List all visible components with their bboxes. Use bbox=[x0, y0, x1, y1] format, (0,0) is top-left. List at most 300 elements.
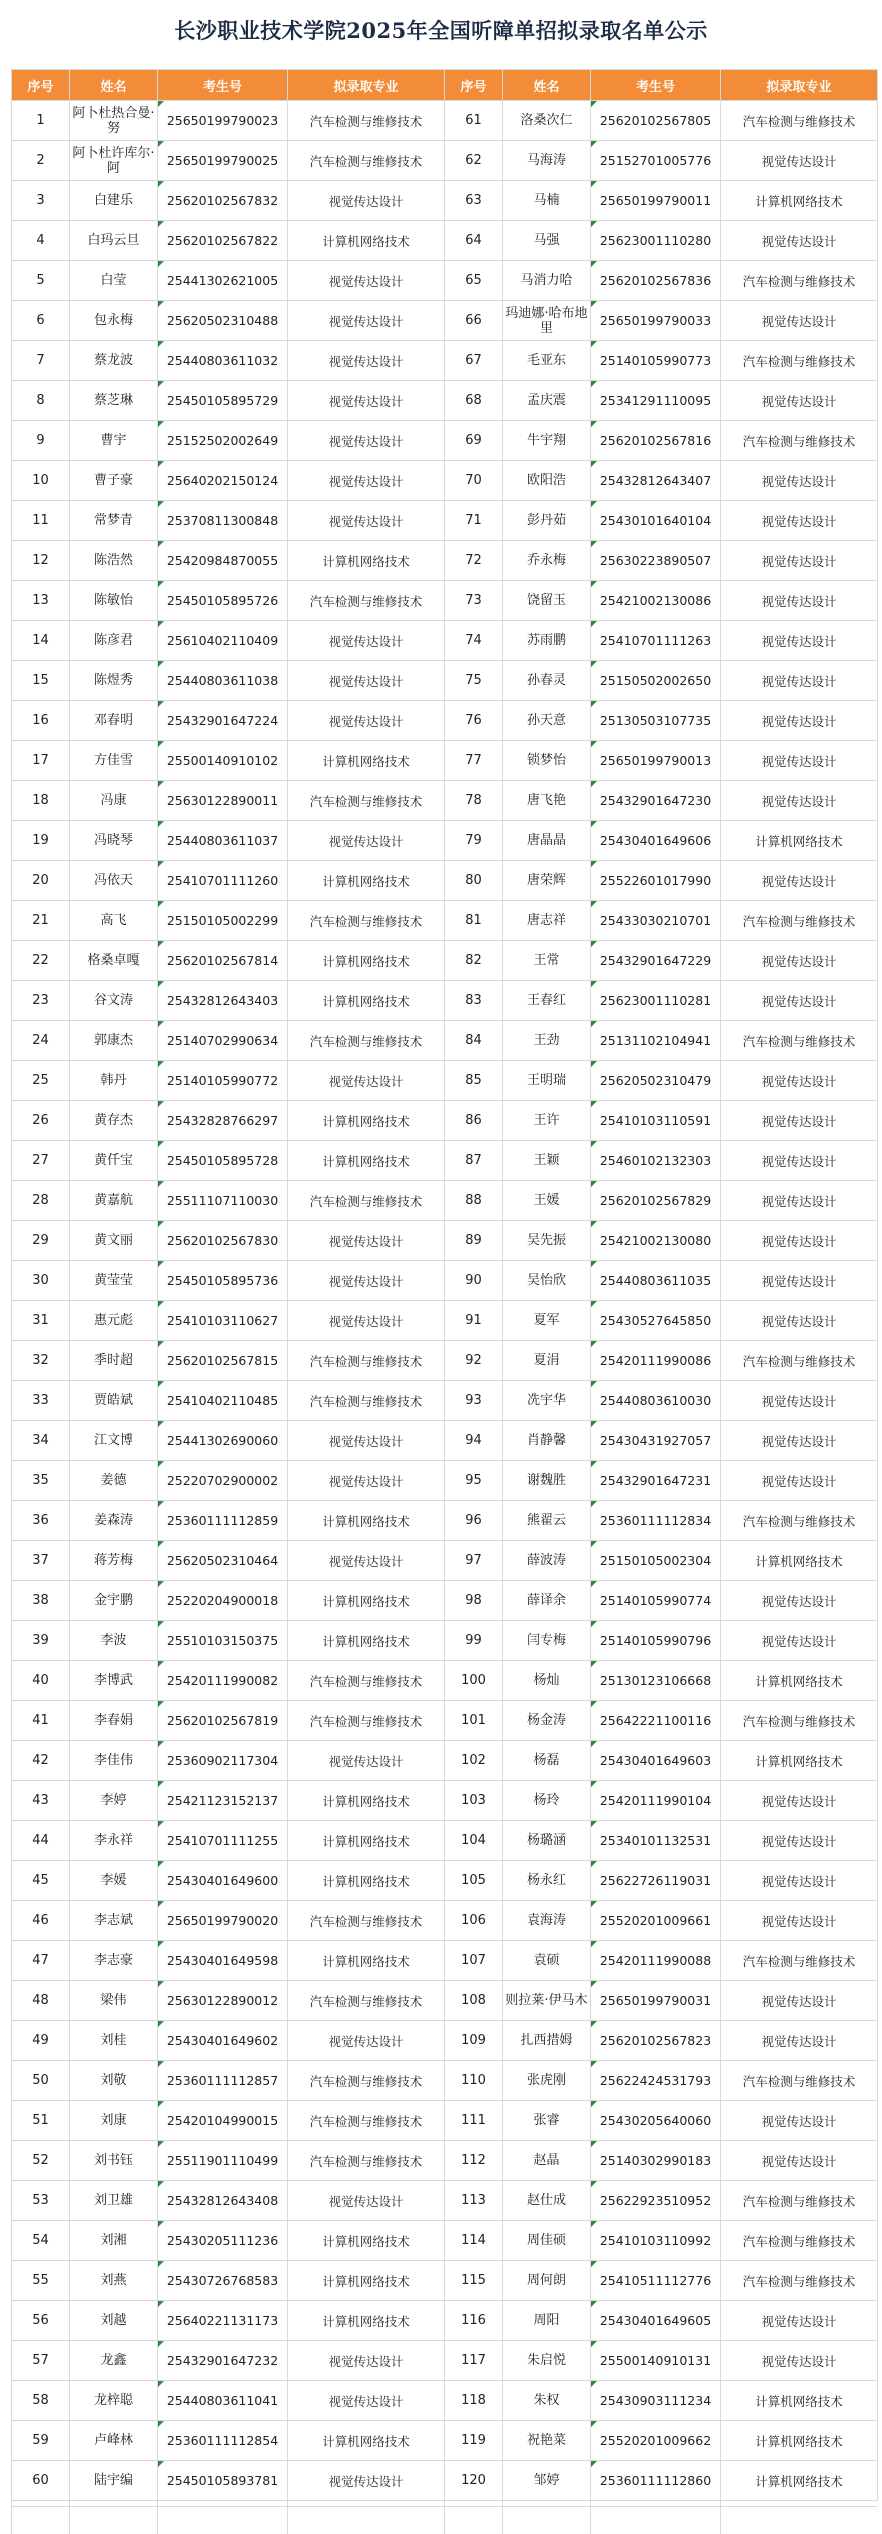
exam-number-cell[interactable]: 25410701111263 bbox=[591, 621, 721, 661]
index-cell[interactable]: 71 bbox=[445, 501, 503, 541]
major-cell[interactable]: 视觉传达设计 bbox=[288, 1421, 445, 1461]
header-cell-major[interactable]: 拟录取专业 bbox=[288, 70, 445, 101]
major-cell[interactable]: 汽车检测与维修技术 bbox=[288, 1901, 445, 1941]
index-cell[interactable]: 96 bbox=[445, 1501, 503, 1541]
exam-number-cell[interactable]: 25620102567822 bbox=[158, 221, 288, 261]
name-cell[interactable]: 朱启悦 bbox=[503, 2341, 591, 2381]
index-cell[interactable]: 20 bbox=[12, 861, 70, 901]
name-cell[interactable]: 孙春灵 bbox=[503, 661, 591, 701]
index-cell[interactable]: 68 bbox=[445, 381, 503, 421]
name-cell[interactable]: 陆宇编 bbox=[70, 2461, 158, 2501]
name-cell[interactable]: 曹宇 bbox=[70, 421, 158, 461]
index-cell[interactable]: 58 bbox=[12, 2381, 70, 2421]
exam-number-cell[interactable]: 25441302621005 bbox=[158, 261, 288, 301]
major-cell[interactable]: 视觉传达设计 bbox=[721, 1461, 878, 1501]
exam-number-cell[interactable]: 25430726768583 bbox=[158, 2261, 288, 2301]
exam-number-cell[interactable]: 25620502310464 bbox=[158, 1541, 288, 1581]
exam-number-cell[interactable]: 25622726119031 bbox=[591, 1861, 721, 1901]
index-cell[interactable]: 63 bbox=[445, 181, 503, 221]
index-cell[interactable]: 22 bbox=[12, 941, 70, 981]
exam-number-cell[interactable]: 25410402110485 bbox=[158, 1381, 288, 1421]
name-cell[interactable]: 陈浩然 bbox=[70, 541, 158, 581]
index-cell[interactable]: 14 bbox=[12, 621, 70, 661]
exam-number-cell[interactable]: 25421123152137 bbox=[158, 1781, 288, 1821]
index-cell[interactable]: 102 bbox=[445, 1741, 503, 1781]
exam-number-cell[interactable]: 25432828766297 bbox=[158, 1101, 288, 1141]
major-cell[interactable]: 汽车检测与维修技术 bbox=[721, 2061, 878, 2101]
name-cell[interactable]: 苏雨鹏 bbox=[503, 621, 591, 661]
major-cell[interactable]: 汽车检测与维修技术 bbox=[288, 1181, 445, 1221]
exam-number-cell[interactable]: 25430527645850 bbox=[591, 1301, 721, 1341]
index-cell[interactable]: 15 bbox=[12, 661, 70, 701]
index-cell[interactable]: 80 bbox=[445, 861, 503, 901]
name-cell[interactable]: 韩丹 bbox=[70, 1061, 158, 1101]
major-cell[interactable]: 汽车检测与维修技术 bbox=[288, 1381, 445, 1421]
major-cell[interactable]: 计算机网络技术 bbox=[288, 1941, 445, 1981]
name-cell[interactable]: 赵晶 bbox=[503, 2141, 591, 2181]
exam-number-cell[interactable]: 25432901647231 bbox=[591, 1461, 721, 1501]
major-cell[interactable]: 视觉传达设计 bbox=[721, 1381, 878, 1421]
exam-number-cell[interactable]: 25370811300848 bbox=[158, 501, 288, 541]
name-cell[interactable]: 锁梦怡 bbox=[503, 741, 591, 781]
exam-number-cell[interactable]: 25341291110095 bbox=[591, 381, 721, 421]
major-cell[interactable]: 计算机网络技术 bbox=[288, 2261, 445, 2301]
name-cell[interactable]: 王颖 bbox=[503, 1141, 591, 1181]
name-cell[interactable]: 李志斌 bbox=[70, 1901, 158, 1941]
name-cell[interactable]: 刘桂 bbox=[70, 2021, 158, 2061]
index-cell[interactable]: 1 bbox=[12, 101, 70, 141]
name-cell[interactable]: 则拉莱·伊马木 bbox=[503, 1981, 591, 2021]
index-cell[interactable]: 87 bbox=[445, 1141, 503, 1181]
exam-number-cell[interactable]: 25623001110281 bbox=[591, 981, 721, 1021]
index-cell[interactable]: 79 bbox=[445, 821, 503, 861]
major-cell[interactable]: 汽车检测与维修技术 bbox=[721, 261, 878, 301]
name-cell[interactable]: 冯依天 bbox=[70, 861, 158, 901]
exam-number-cell[interactable]: 25140105990796 bbox=[591, 1621, 721, 1661]
name-cell[interactable]: 唐飞艳 bbox=[503, 781, 591, 821]
exam-number-cell[interactable]: 25220702900002 bbox=[158, 1461, 288, 1501]
index-cell[interactable]: 42 bbox=[12, 1741, 70, 1781]
name-cell[interactable]: 谢魏胜 bbox=[503, 1461, 591, 1501]
exam-number-cell[interactable]: 25420111990104 bbox=[591, 1781, 721, 1821]
major-cell[interactable]: 视觉传达设计 bbox=[288, 421, 445, 461]
name-cell[interactable]: 常梦青 bbox=[70, 501, 158, 541]
major-cell[interactable]: 视觉传达设计 bbox=[288, 261, 445, 301]
exam-number-cell[interactable]: 25460102132303 bbox=[591, 1141, 721, 1181]
exam-number-cell[interactable]: 25620102567836 bbox=[591, 261, 721, 301]
exam-number-cell[interactable]: 25432812643403 bbox=[158, 981, 288, 1021]
major-cell[interactable]: 视觉传达设计 bbox=[721, 2021, 878, 2061]
major-cell[interactable]: 视觉传达设计 bbox=[721, 1621, 878, 1661]
major-cell[interactable]: 视觉传达设计 bbox=[288, 181, 445, 221]
exam-number-cell[interactable]: 25650199790013 bbox=[591, 741, 721, 781]
name-cell[interactable]: 刘湘 bbox=[70, 2221, 158, 2261]
major-cell[interactable]: 计算机网络技术 bbox=[288, 2421, 445, 2461]
index-cell[interactable]: 100 bbox=[445, 1661, 503, 1701]
exam-number-cell[interactable]: 25450105893781 bbox=[158, 2461, 288, 2501]
major-cell[interactable]: 视觉传达设计 bbox=[721, 1821, 878, 1861]
exam-number-cell[interactable]: 25450105895726 bbox=[158, 581, 288, 621]
name-cell[interactable]: 刘燕 bbox=[70, 2261, 158, 2301]
index-cell[interactable]: 94 bbox=[445, 1421, 503, 1461]
index-cell[interactable]: 98 bbox=[445, 1581, 503, 1621]
exam-number-cell[interactable]: 25650199790031 bbox=[591, 1981, 721, 2021]
index-cell[interactable]: 108 bbox=[445, 1981, 503, 2021]
exam-number-cell[interactable]: 25500140910102 bbox=[158, 741, 288, 781]
name-cell[interactable]: 格桑卓嘎 bbox=[70, 941, 158, 981]
exam-number-cell[interactable]: 25440803611041 bbox=[158, 2381, 288, 2421]
name-cell[interactable]: 龙梓聪 bbox=[70, 2381, 158, 2421]
major-cell[interactable]: 视觉传达设计 bbox=[288, 301, 445, 341]
major-cell[interactable]: 汽车检测与维修技术 bbox=[721, 2181, 878, 2221]
exam-number-cell[interactable]: 25150502002650 bbox=[591, 661, 721, 701]
major-cell[interactable]: 视觉传达设计 bbox=[721, 621, 878, 661]
index-cell[interactable]: 111 bbox=[445, 2101, 503, 2141]
major-cell[interactable]: 汽车检测与维修技术 bbox=[721, 1021, 878, 1061]
index-cell[interactable]: 36 bbox=[12, 1501, 70, 1541]
exam-number-cell[interactable]: 25410701111260 bbox=[158, 861, 288, 901]
exam-number-cell[interactable]: 25511107110030 bbox=[158, 1181, 288, 1221]
index-cell[interactable]: 103 bbox=[445, 1781, 503, 1821]
major-cell[interactable]: 视觉传达设计 bbox=[721, 781, 878, 821]
index-cell[interactable]: 120 bbox=[445, 2461, 503, 2501]
index-cell[interactable]: 119 bbox=[445, 2421, 503, 2461]
exam-number-cell[interactable]: 25630223890507 bbox=[591, 541, 721, 581]
name-cell[interactable]: 彭丹茹 bbox=[503, 501, 591, 541]
major-cell[interactable]: 视觉传达设计 bbox=[288, 821, 445, 861]
name-cell[interactable]: 祝艳菜 bbox=[503, 2421, 591, 2461]
exam-number-cell[interactable]: 25520201009662 bbox=[591, 2421, 721, 2461]
name-cell[interactable]: 卢峰林 bbox=[70, 2421, 158, 2461]
index-cell[interactable]: 26 bbox=[12, 1101, 70, 1141]
exam-number-cell[interactable]: 25430401649602 bbox=[158, 2021, 288, 2061]
name-cell[interactable]: 扎西措姆 bbox=[503, 2021, 591, 2061]
index-cell[interactable]: 55 bbox=[12, 2261, 70, 2301]
exam-number-cell[interactable]: 25360111112860 bbox=[591, 2461, 721, 2501]
index-cell[interactable]: 28 bbox=[12, 1181, 70, 1221]
index-cell[interactable]: 45 bbox=[12, 1861, 70, 1901]
major-cell[interactable]: 汽车检测与维修技术 bbox=[288, 2061, 445, 2101]
name-cell[interactable]: 刘卫雄 bbox=[70, 2181, 158, 2221]
index-cell[interactable]: 54 bbox=[12, 2221, 70, 2261]
major-cell[interactable]: 计算机网络技术 bbox=[288, 1781, 445, 1821]
index-cell[interactable]: 82 bbox=[445, 941, 503, 981]
exam-number-cell[interactable]: 25450105895729 bbox=[158, 381, 288, 421]
index-cell[interactable]: 81 bbox=[445, 901, 503, 941]
index-cell[interactable]: 3 bbox=[12, 181, 70, 221]
major-cell[interactable]: 视觉传达设计 bbox=[288, 2341, 445, 2381]
index-cell[interactable]: 75 bbox=[445, 661, 503, 701]
exam-number-cell[interactable]: 25440803611032 bbox=[158, 341, 288, 381]
exam-number-cell[interactable]: 25420104990015 bbox=[158, 2101, 288, 2141]
name-cell[interactable]: 吴怡欣 bbox=[503, 1261, 591, 1301]
major-cell[interactable]: 视觉传达设计 bbox=[721, 661, 878, 701]
name-cell[interactable]: 王劲 bbox=[503, 1021, 591, 1061]
name-cell[interactable]: 杨玲 bbox=[503, 1781, 591, 1821]
exam-number-cell[interactable]: 25620102567823 bbox=[591, 2021, 721, 2061]
index-cell[interactable]: 59 bbox=[12, 2421, 70, 2461]
major-cell[interactable]: 视觉传达设计 bbox=[721, 2301, 878, 2341]
exam-number-cell[interactable]: 25511901110499 bbox=[158, 2141, 288, 2181]
exam-number-cell[interactable]: 25152502002649 bbox=[158, 421, 288, 461]
name-cell[interactable]: 蒋芳梅 bbox=[70, 1541, 158, 1581]
name-cell[interactable]: 闫专梅 bbox=[503, 1621, 591, 1661]
header-cell-name[interactable]: 姓名 bbox=[503, 70, 591, 101]
index-cell[interactable]: 10 bbox=[12, 461, 70, 501]
exam-number-cell[interactable]: 25430431927057 bbox=[591, 1421, 721, 1461]
exam-number-cell[interactable]: 25500140910131 bbox=[591, 2341, 721, 2381]
major-cell[interactable]: 计算机网络技术 bbox=[288, 1501, 445, 1541]
exam-number-cell[interactable]: 25360111112859 bbox=[158, 1501, 288, 1541]
exam-number-cell[interactable]: 25650199790025 bbox=[158, 141, 288, 181]
exam-number-cell[interactable]: 25430401649606 bbox=[591, 821, 721, 861]
exam-number-cell[interactable]: 25430101640104 bbox=[591, 501, 721, 541]
exam-number-cell[interactable]: 25620102567819 bbox=[158, 1701, 288, 1741]
index-cell[interactable]: 84 bbox=[445, 1021, 503, 1061]
exam-number-cell[interactable]: 25140302990183 bbox=[591, 2141, 721, 2181]
name-cell[interactable]: 乔永梅 bbox=[503, 541, 591, 581]
exam-number-cell[interactable]: 25440803610030 bbox=[591, 1381, 721, 1421]
major-cell[interactable]: 视觉传达设计 bbox=[288, 2181, 445, 2221]
major-cell[interactable]: 计算机网络技术 bbox=[288, 941, 445, 981]
exam-number-cell[interactable]: 25622424531793 bbox=[591, 2061, 721, 2101]
index-cell[interactable]: 8 bbox=[12, 381, 70, 421]
name-cell[interactable]: 陈煜秀 bbox=[70, 661, 158, 701]
name-cell[interactable]: 薛波涛 bbox=[503, 1541, 591, 1581]
major-cell[interactable]: 视觉传达设计 bbox=[288, 461, 445, 501]
exam-number-cell[interactable]: 25430205111236 bbox=[158, 2221, 288, 2261]
major-cell[interactable]: 汽车检测与维修技术 bbox=[288, 901, 445, 941]
name-cell[interactable]: 龙鑫 bbox=[70, 2341, 158, 2381]
exam-number-cell[interactable]: 25140105990773 bbox=[591, 341, 721, 381]
exam-number-cell[interactable]: 25360111112854 bbox=[158, 2421, 288, 2461]
exam-number-cell[interactable]: 25432812643408 bbox=[158, 2181, 288, 2221]
index-cell[interactable]: 29 bbox=[12, 1221, 70, 1261]
major-cell[interactable]: 视觉传达设计 bbox=[288, 501, 445, 541]
index-cell[interactable]: 49 bbox=[12, 2021, 70, 2061]
major-cell[interactable]: 汽车检测与维修技术 bbox=[288, 1021, 445, 1061]
major-cell[interactable]: 视觉传达设计 bbox=[721, 1061, 878, 1101]
major-cell[interactable]: 视觉传达设计 bbox=[721, 1861, 878, 1901]
index-cell[interactable]: 38 bbox=[12, 1581, 70, 1621]
name-cell[interactable]: 方佳雪 bbox=[70, 741, 158, 781]
index-cell[interactable]: 2 bbox=[12, 141, 70, 181]
name-cell[interactable]: 周阳 bbox=[503, 2301, 591, 2341]
name-cell[interactable]: 刘书钰 bbox=[70, 2141, 158, 2181]
name-cell[interactable]: 马强 bbox=[503, 221, 591, 261]
exam-number-cell[interactable]: 25630122890011 bbox=[158, 781, 288, 821]
major-cell[interactable]: 计算机网络技术 bbox=[721, 821, 878, 861]
name-cell[interactable]: 李永祥 bbox=[70, 1821, 158, 1861]
name-cell[interactable]: 黄仟宝 bbox=[70, 1141, 158, 1181]
index-cell[interactable]: 46 bbox=[12, 1901, 70, 1941]
index-cell[interactable]: 65 bbox=[445, 261, 503, 301]
name-cell[interactable]: 李佳伟 bbox=[70, 1741, 158, 1781]
index-cell[interactable]: 67 bbox=[445, 341, 503, 381]
major-cell[interactable]: 视觉传达设计 bbox=[288, 1061, 445, 1101]
major-cell[interactable]: 视觉传达设计 bbox=[721, 2341, 878, 2381]
major-cell[interactable]: 汽车检测与维修技术 bbox=[721, 421, 878, 461]
index-cell[interactable]: 97 bbox=[445, 1541, 503, 1581]
index-cell[interactable]: 13 bbox=[12, 581, 70, 621]
exam-number-cell[interactable]: 25420984870055 bbox=[158, 541, 288, 581]
name-cell[interactable]: 马海涛 bbox=[503, 141, 591, 181]
major-cell[interactable]: 视觉传达设计 bbox=[721, 861, 878, 901]
exam-number-cell[interactable]: 25432901647229 bbox=[591, 941, 721, 981]
major-cell[interactable]: 视觉传达设计 bbox=[721, 1141, 878, 1181]
index-cell[interactable]: 66 bbox=[445, 301, 503, 341]
exam-number-cell[interactable]: 25433030210701 bbox=[591, 901, 721, 941]
exam-number-cell[interactable]: 25130503107735 bbox=[591, 701, 721, 741]
exam-number-cell[interactable]: 25430205640060 bbox=[591, 2101, 721, 2141]
name-cell[interactable]: 黄嘉航 bbox=[70, 1181, 158, 1221]
major-cell[interactable]: 汽车检测与维修技术 bbox=[721, 1501, 878, 1541]
name-cell[interactable]: 李波 bbox=[70, 1621, 158, 1661]
name-cell[interactable]: 孙天意 bbox=[503, 701, 591, 741]
name-cell[interactable]: 周何朗 bbox=[503, 2261, 591, 2301]
major-cell[interactable]: 视觉传达设计 bbox=[288, 2021, 445, 2061]
major-cell[interactable]: 视觉传达设计 bbox=[721, 141, 878, 181]
name-cell[interactable]: 阿卜杜许库尔·阿 bbox=[70, 141, 158, 181]
major-cell[interactable]: 计算机网络技术 bbox=[721, 1741, 878, 1781]
major-cell[interactable]: 视觉传达设计 bbox=[288, 1301, 445, 1341]
name-cell[interactable]: 刘敬 bbox=[70, 2061, 158, 2101]
index-cell[interactable]: 64 bbox=[445, 221, 503, 261]
major-cell[interactable]: 汽车检测与维修技术 bbox=[288, 101, 445, 141]
major-cell[interactable]: 视觉传达设计 bbox=[288, 1261, 445, 1301]
exam-number-cell[interactable]: 25440803611035 bbox=[591, 1261, 721, 1301]
exam-number-cell[interactable]: 25630122890012 bbox=[158, 1981, 288, 2021]
major-cell[interactable]: 计算机网络技术 bbox=[288, 1621, 445, 1661]
major-cell[interactable]: 计算机网络技术 bbox=[288, 981, 445, 1021]
exam-number-cell[interactable]: 25430903111234 bbox=[591, 2381, 721, 2421]
index-cell[interactable]: 95 bbox=[445, 1461, 503, 1501]
major-cell[interactable]: 计算机网络技术 bbox=[288, 1861, 445, 1901]
name-cell[interactable]: 马楠 bbox=[503, 181, 591, 221]
name-cell[interactable]: 黄文丽 bbox=[70, 1221, 158, 1261]
major-cell[interactable]: 汽车检测与维修技术 bbox=[288, 1341, 445, 1381]
index-cell[interactable]: 25 bbox=[12, 1061, 70, 1101]
major-cell[interactable]: 计算机网络技术 bbox=[721, 1541, 878, 1581]
index-cell[interactable]: 86 bbox=[445, 1101, 503, 1141]
major-cell[interactable]: 视觉传达设计 bbox=[288, 1221, 445, 1261]
exam-number-cell[interactable]: 25620102567829 bbox=[591, 1181, 721, 1221]
major-cell[interactable]: 计算机网络技术 bbox=[721, 2381, 878, 2421]
exam-number-cell[interactable]: 25620102567814 bbox=[158, 941, 288, 981]
name-cell[interactable]: 李春娟 bbox=[70, 1701, 158, 1741]
name-cell[interactable]: 贾皓斌 bbox=[70, 1381, 158, 1421]
major-cell[interactable]: 视觉传达设计 bbox=[721, 221, 878, 261]
name-cell[interactable]: 周佳硕 bbox=[503, 2221, 591, 2261]
name-cell[interactable]: 黄存杰 bbox=[70, 1101, 158, 1141]
major-cell[interactable]: 视觉传达设计 bbox=[721, 541, 878, 581]
exam-number-cell[interactable]: 25440803611037 bbox=[158, 821, 288, 861]
index-cell[interactable]: 31 bbox=[12, 1301, 70, 1341]
major-cell[interactable]: 汽车检测与维修技术 bbox=[721, 101, 878, 141]
exam-number-cell[interactable]: 25410701111255 bbox=[158, 1821, 288, 1861]
index-cell[interactable]: 114 bbox=[445, 2221, 503, 2261]
name-cell[interactable]: 张睿 bbox=[503, 2101, 591, 2141]
index-cell[interactable]: 23 bbox=[12, 981, 70, 1021]
index-cell[interactable]: 83 bbox=[445, 981, 503, 1021]
exam-number-cell[interactable]: 25410103110627 bbox=[158, 1301, 288, 1341]
major-cell[interactable]: 视觉传达设计 bbox=[288, 1461, 445, 1501]
exam-number-cell[interactable]: 25430401649598 bbox=[158, 1941, 288, 1981]
name-cell[interactable]: 王明瑞 bbox=[503, 1061, 591, 1101]
major-cell[interactable]: 视觉传达设计 bbox=[288, 341, 445, 381]
index-cell[interactable]: 118 bbox=[445, 2381, 503, 2421]
major-cell[interactable]: 计算机网络技术 bbox=[288, 1581, 445, 1621]
exam-number-cell[interactable]: 25650199790020 bbox=[158, 1901, 288, 1941]
major-cell[interactable]: 计算机网络技术 bbox=[288, 541, 445, 581]
name-cell[interactable]: 王常 bbox=[503, 941, 591, 981]
index-cell[interactable]: 4 bbox=[12, 221, 70, 261]
index-cell[interactable]: 30 bbox=[12, 1261, 70, 1301]
exam-number-cell[interactable]: 25420111990088 bbox=[591, 1941, 721, 1981]
major-cell[interactable]: 计算机网络技术 bbox=[288, 1141, 445, 1181]
name-cell[interactable]: 杨灿 bbox=[503, 1661, 591, 1701]
name-cell[interactable]: 肖静馨 bbox=[503, 1421, 591, 1461]
index-cell[interactable]: 18 bbox=[12, 781, 70, 821]
exam-number-cell[interactable]: 25622923510952 bbox=[591, 2181, 721, 2221]
name-cell[interactable]: 白玛云旦 bbox=[70, 221, 158, 261]
name-cell[interactable]: 杨磊 bbox=[503, 1741, 591, 1781]
major-cell[interactable]: 汽车检测与维修技术 bbox=[721, 1701, 878, 1741]
major-cell[interactable]: 计算机网络技术 bbox=[721, 2421, 878, 2461]
index-cell[interactable]: 51 bbox=[12, 2101, 70, 2141]
name-cell[interactable]: 刘康 bbox=[70, 2101, 158, 2141]
header-cell-index[interactable]: 序号 bbox=[445, 70, 503, 101]
exam-number-cell[interactable]: 25340101132531 bbox=[591, 1821, 721, 1861]
name-cell[interactable]: 惠元彪 bbox=[70, 1301, 158, 1341]
index-cell[interactable]: 116 bbox=[445, 2301, 503, 2341]
name-cell[interactable]: 黄莹莹 bbox=[70, 1261, 158, 1301]
index-cell[interactable]: 47 bbox=[12, 1941, 70, 1981]
major-cell[interactable]: 视觉传达设计 bbox=[721, 461, 878, 501]
header-cell-exam-number[interactable]: 考生号 bbox=[591, 70, 721, 101]
major-cell[interactable]: 视觉传达设计 bbox=[721, 1221, 878, 1261]
exam-number-cell[interactable]: 25620502310479 bbox=[591, 1061, 721, 1101]
name-cell[interactable]: 李婷 bbox=[70, 1781, 158, 1821]
exam-number-cell[interactable]: 25150105002304 bbox=[591, 1541, 721, 1581]
index-cell[interactable]: 72 bbox=[445, 541, 503, 581]
exam-number-cell[interactable]: 25642221100116 bbox=[591, 1701, 721, 1741]
exam-number-cell[interactable]: 25430401649600 bbox=[158, 1861, 288, 1901]
index-cell[interactable]: 110 bbox=[445, 2061, 503, 2101]
name-cell[interactable]: 王许 bbox=[503, 1101, 591, 1141]
major-cell[interactable]: 汽车检测与维修技术 bbox=[288, 1981, 445, 2021]
name-cell[interactable]: 梁伟 bbox=[70, 1981, 158, 2021]
index-cell[interactable]: 34 bbox=[12, 1421, 70, 1461]
index-cell[interactable]: 11 bbox=[12, 501, 70, 541]
index-cell[interactable]: 106 bbox=[445, 1901, 503, 1941]
header-cell-major[interactable]: 拟录取专业 bbox=[721, 70, 878, 101]
name-cell[interactable]: 洛桑次仁 bbox=[503, 101, 591, 141]
name-cell[interactable]: 牛宇翔 bbox=[503, 421, 591, 461]
index-cell[interactable]: 109 bbox=[445, 2021, 503, 2061]
exam-number-cell[interactable]: 25450105895736 bbox=[158, 1261, 288, 1301]
name-cell[interactable]: 薛译余 bbox=[503, 1581, 591, 1621]
exam-number-cell[interactable]: 25432901647230 bbox=[591, 781, 721, 821]
exam-number-cell[interactable]: 25620102567830 bbox=[158, 1221, 288, 1261]
major-cell[interactable]: 计算机网络技术 bbox=[721, 1661, 878, 1701]
index-cell[interactable]: 77 bbox=[445, 741, 503, 781]
exam-number-cell[interactable]: 25450105895728 bbox=[158, 1141, 288, 1181]
exam-number-cell[interactable]: 25432901647224 bbox=[158, 701, 288, 741]
exam-number-cell[interactable]: 25522601017990 bbox=[591, 861, 721, 901]
index-cell[interactable]: 32 bbox=[12, 1341, 70, 1381]
major-cell[interactable]: 视觉传达设计 bbox=[721, 1581, 878, 1621]
